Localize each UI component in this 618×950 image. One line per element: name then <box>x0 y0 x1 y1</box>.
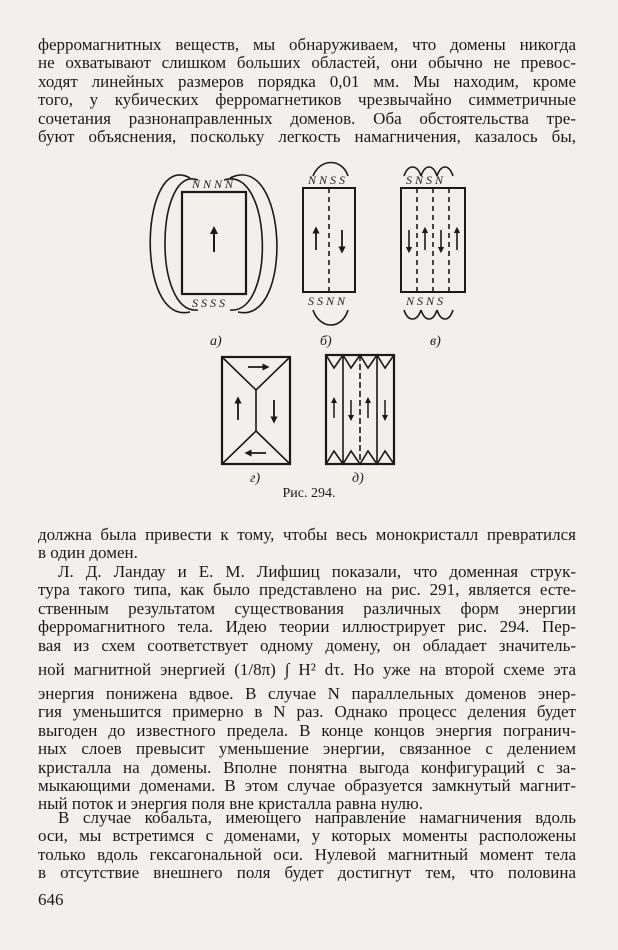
label-d: д) <box>352 471 364 486</box>
diagram-a <box>150 175 277 313</box>
paragraph-continued <box>38 526 576 563</box>
paragraph-cobalt <box>38 809 576 883</box>
text-line: В случае кобальта, имеющего направление намагничения вдоль <box>58 808 576 827</box>
poles-v-top: S N S N <box>406 173 444 187</box>
figure-294-domains <box>130 150 500 495</box>
label-b: б) <box>320 334 332 349</box>
text-line: не охватывают слишком больших областей, они обычно не превос- <box>38 53 576 73</box>
poles-b-top: N N S S <box>308 173 346 187</box>
text-line: ходят линейных размеров порядка 0,01 мм. Мы находим, кроме <box>38 71 576 91</box>
poles-v-bottom: N S N S <box>406 294 444 308</box>
poles-b-bottom: S S N N <box>308 294 346 308</box>
text-line: Л. Д. Ландау и Е. М. Лифшиц показали, что доменная струк- <box>58 562 576 581</box>
text-line: мыкающими доменами. В этом случае образуется замкнутый магнит- <box>38 776 576 796</box>
label-v: в) <box>430 334 441 349</box>
text-line: ный поток и энергия поля вне кристалла равна нулю. <box>38 794 423 814</box>
text-line: выгоден до известного предела. В конце концов энергия погранич- <box>38 720 576 740</box>
text-line: ных слоев превысит уменьшение энергии, связанное с делением <box>38 739 576 759</box>
formula-line: ной магнитной энергией (1/8π) ∫ H² dτ. Но уже на второй схеме эта <box>38 660 576 680</box>
poles-a-top: N N N N <box>192 177 234 191</box>
text-line: того, у кубических ферромагнетиков чрезвычайно симметричные <box>38 90 576 110</box>
text-line: в один домен. <box>38 543 138 563</box>
text-line: гия уменьшится примерно в N раз. Однако процесс деления будет <box>38 702 576 722</box>
text-line: ственным результатом существования различных форм энергии <box>38 598 576 618</box>
text-line: вая из схем соответствует одному домену, он обладает значитель- <box>38 635 576 655</box>
text-line: сочетания разнонаправленных доменов. Оба обстоятельства тре- <box>38 108 576 128</box>
paragraph-top <box>38 36 576 146</box>
diagram-d <box>326 355 394 464</box>
poles-a-bottom: S S S S <box>192 296 225 310</box>
text-line: ферромагнитного тела. Идею теории иллюстрирует рис. 294. Пер- <box>38 617 576 637</box>
text-line: только вдоль гексагональной оси. Нулевой магнитный момент тела <box>38 844 576 864</box>
text-line: буют объяснения, поскольку легкость намагничения, казалось бы, <box>38 127 576 147</box>
label-a: а) <box>210 334 222 349</box>
text-line: должна была привести к тому, чтобы весь монокристалл превратился <box>38 525 576 544</box>
page-number: 646 <box>38 890 64 909</box>
text-line: ферромагнитных веществ, мы обнаруживаем, что домены никогда <box>38 35 576 54</box>
text-line: энергия понижена вдвое. В случае N параллельных доменов энер- <box>38 684 576 704</box>
label-g: г) <box>250 471 261 486</box>
figure-caption: Рис. 294. <box>282 486 336 501</box>
text-line: оси, мы встретимся с доменами, у которых моменты расположены <box>38 826 576 846</box>
text-line: в отсутствие внешнего поля будет достигнут тем, что половина <box>38 863 576 883</box>
text-line: тура такого типа, как было представлено на рис. 291, является есте- <box>38 580 576 600</box>
paragraph-landau <box>38 563 576 814</box>
text-line: кристалла на домены. Вполне понятна выгода конфигураций с за- <box>38 757 576 777</box>
diagram-g <box>222 357 290 464</box>
